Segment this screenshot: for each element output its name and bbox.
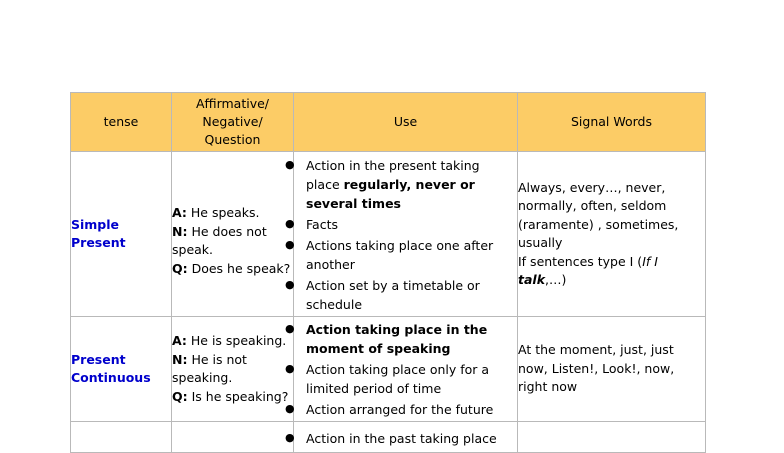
signal-words-cell <box>518 422 706 453</box>
header-tense: tense <box>71 93 172 152</box>
use-cell <box>285 317 518 422</box>
bullet-icon: ● <box>285 361 295 375</box>
bullet-icon: ● <box>285 430 295 444</box>
tenses-table <box>70 92 706 453</box>
list-item: ● Action arranged for the future <box>294 400 517 419</box>
bullet-icon: ● <box>285 238 295 251</box>
header-forms <box>172 93 294 152</box>
table-row <box>71 152 706 317</box>
signal-words-text: Always, every…, never, normally, often, seldom (raramente) , sometimes, usually <box>518 179 679 250</box>
list-item: ● Action in the present taking place regularly, never or several times <box>294 156 517 213</box>
list-item: ● Action set by a timetable or schedule <box>294 276 517 314</box>
header-forms-text: Affirmative/ Negative/ Question <box>195 96 270 147</box>
signal-words-text: At the moment, just, just now, Listen!, Look!, now, right now <box>518 342 675 395</box>
form-line: A: He is speaking. <box>172 333 287 348</box>
bullet-icon: ● <box>285 278 295 291</box>
list-item: ● Actions taking place one after another <box>294 236 517 274</box>
signal-words-cell <box>518 317 706 422</box>
tense-cell <box>71 422 172 453</box>
tense-name: Present Continuous <box>71 352 151 385</box>
bullet-icon: ● <box>285 158 295 171</box>
forms-cell <box>172 317 294 422</box>
table-row <box>71 317 706 422</box>
tense-cell <box>71 317 172 422</box>
signal-words-text: If sentences type I (If I talk,…) <box>518 253 658 287</box>
list-item: ● Facts <box>294 215 517 234</box>
form-line: Q: Is he speaking? <box>172 388 289 404</box>
signal-words-cell <box>518 152 706 317</box>
list-item: ● Action taking place in the moment of speaking <box>294 320 517 358</box>
tense-name: Simple Present <box>71 217 126 250</box>
bullet-icon: ● <box>285 217 295 230</box>
tense-cell <box>71 152 172 317</box>
bullet-icon: ● <box>285 321 295 335</box>
list-item: ● Action in the past taking place <box>294 429 517 448</box>
header-use: Use <box>294 93 518 152</box>
form-line: N: He does not speak. <box>172 223 267 257</box>
table-row <box>71 422 706 453</box>
bullet-icon: ● <box>285 401 295 415</box>
form-line: A: He speaks. <box>172 205 260 220</box>
forms-cell <box>172 422 294 453</box>
use-cell <box>285 422 518 453</box>
forms-cell <box>172 152 294 317</box>
header-signal-words: Signal Words <box>518 93 706 152</box>
form-line: N: He is not speaking. <box>172 351 247 385</box>
use-cell <box>285 152 518 317</box>
header-row <box>71 93 706 152</box>
list-item: ● Action taking place only for a limited period of time <box>294 360 517 398</box>
form-line: Q: Does he speak? <box>172 260 291 276</box>
